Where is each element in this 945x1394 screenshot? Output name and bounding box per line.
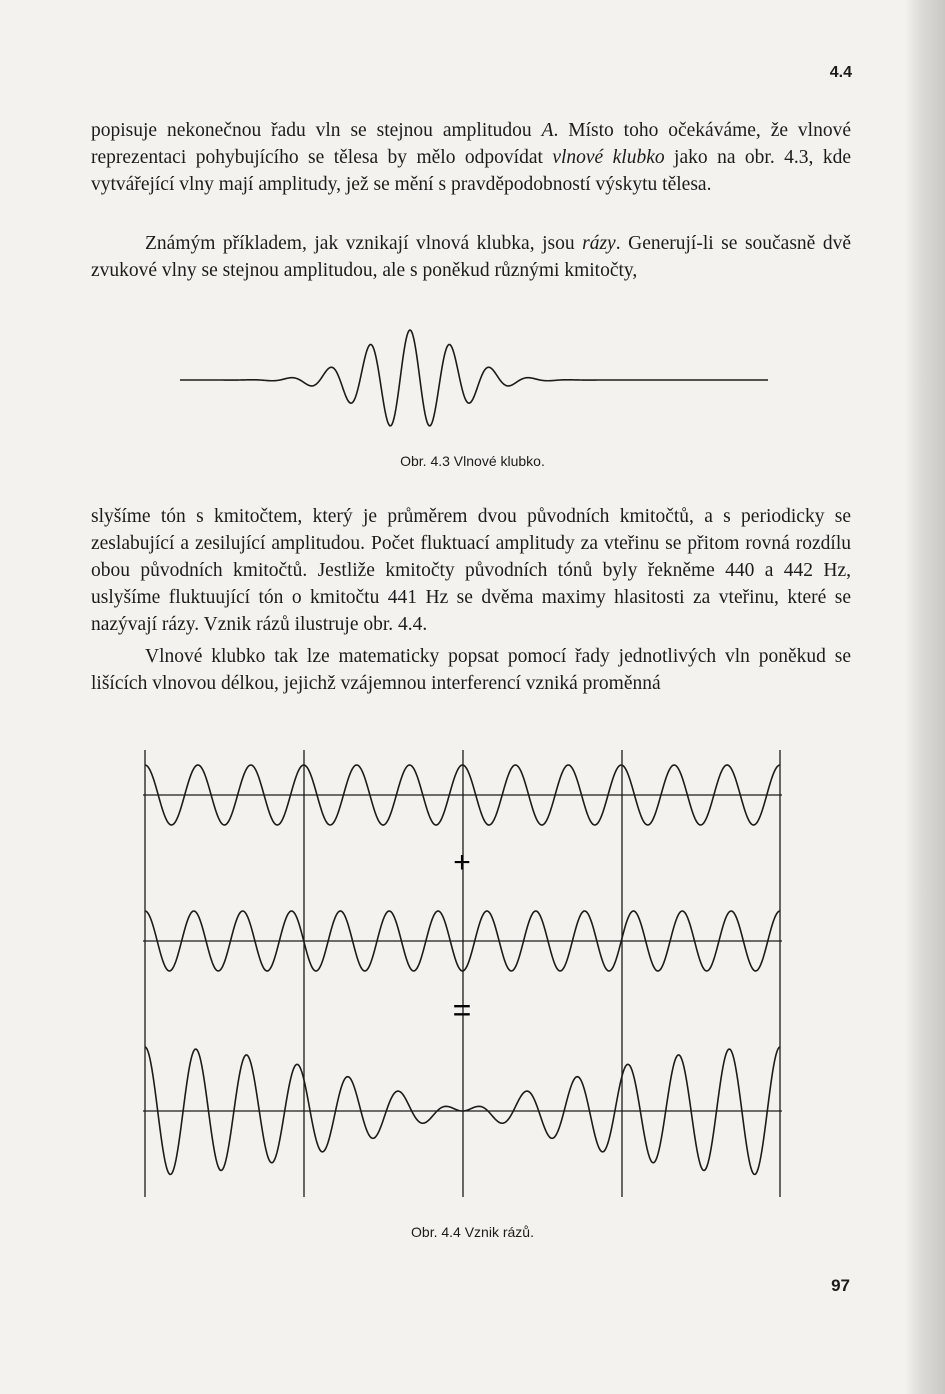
figure-4-3-caption: Obr. 4.3 Vlnové klubko. [400,453,545,469]
paragraph-4: Vlnové klubko tak lze matematicky popsat pomocí řady jednotlivých vln poněkud se lišících vlnovou délkou, jejichž vzájemnou interferencí vzniká proměnná [91,646,851,694]
beats-grid [143,750,782,1197]
wave-packet-curve [180,330,768,426]
figure-4-4-caption: Obr. 4.4 Vznik rázů. [411,1224,534,1240]
paragraph-2: Známým příkladem, jak vznikají vlnová klubka, jsou rázy. Generují-li se současně dvě zvukové vlny se stejnou amplitudou, ale s poněkud různými kmitočty, [91,233,852,281]
paragraph-1: popisuje nekonečnou řadu vln se stejnou amplitudou A. Místo toho očekáváme, že vlnové reprezentaci pohybujícího se tělesa by mělo odpovídat vlnové klubko jako na obr. 4.3, kde vytvářející vlny mají amplitudy, jež se mění s pravděpodobností výskytu tělesa. [91,120,851,195]
paragraph-3: slyšíme tón s kmitočtem, který je průměrem dvou původních kmitočtů, a s periodicky se zeslabující a zesilující amplitudou. Počet fluktuací amplitudy za vteřinu se přitom rovná rozdílu obou původních kmitočtů. Jestliže kmitočty původních tónů byly řekněme 440 a 442 Hz, uslyšíme fluktuující tón o kmitočtu 441 Hz se dvěma maximy hlasitosti za vteřinu, které se nazývají rázy. Vznik rázů ilustruje obr. 4.4. [91,506,851,635]
figure-4-3-wave-packet [0,320,945,430]
plus-sign: + [453,846,471,879]
section-number: 4.4 [829,64,852,81]
figure-4-4-beats [0,745,945,1205]
page-number: 97 [831,1276,850,1295]
equals-sign: = [452,992,472,1028]
